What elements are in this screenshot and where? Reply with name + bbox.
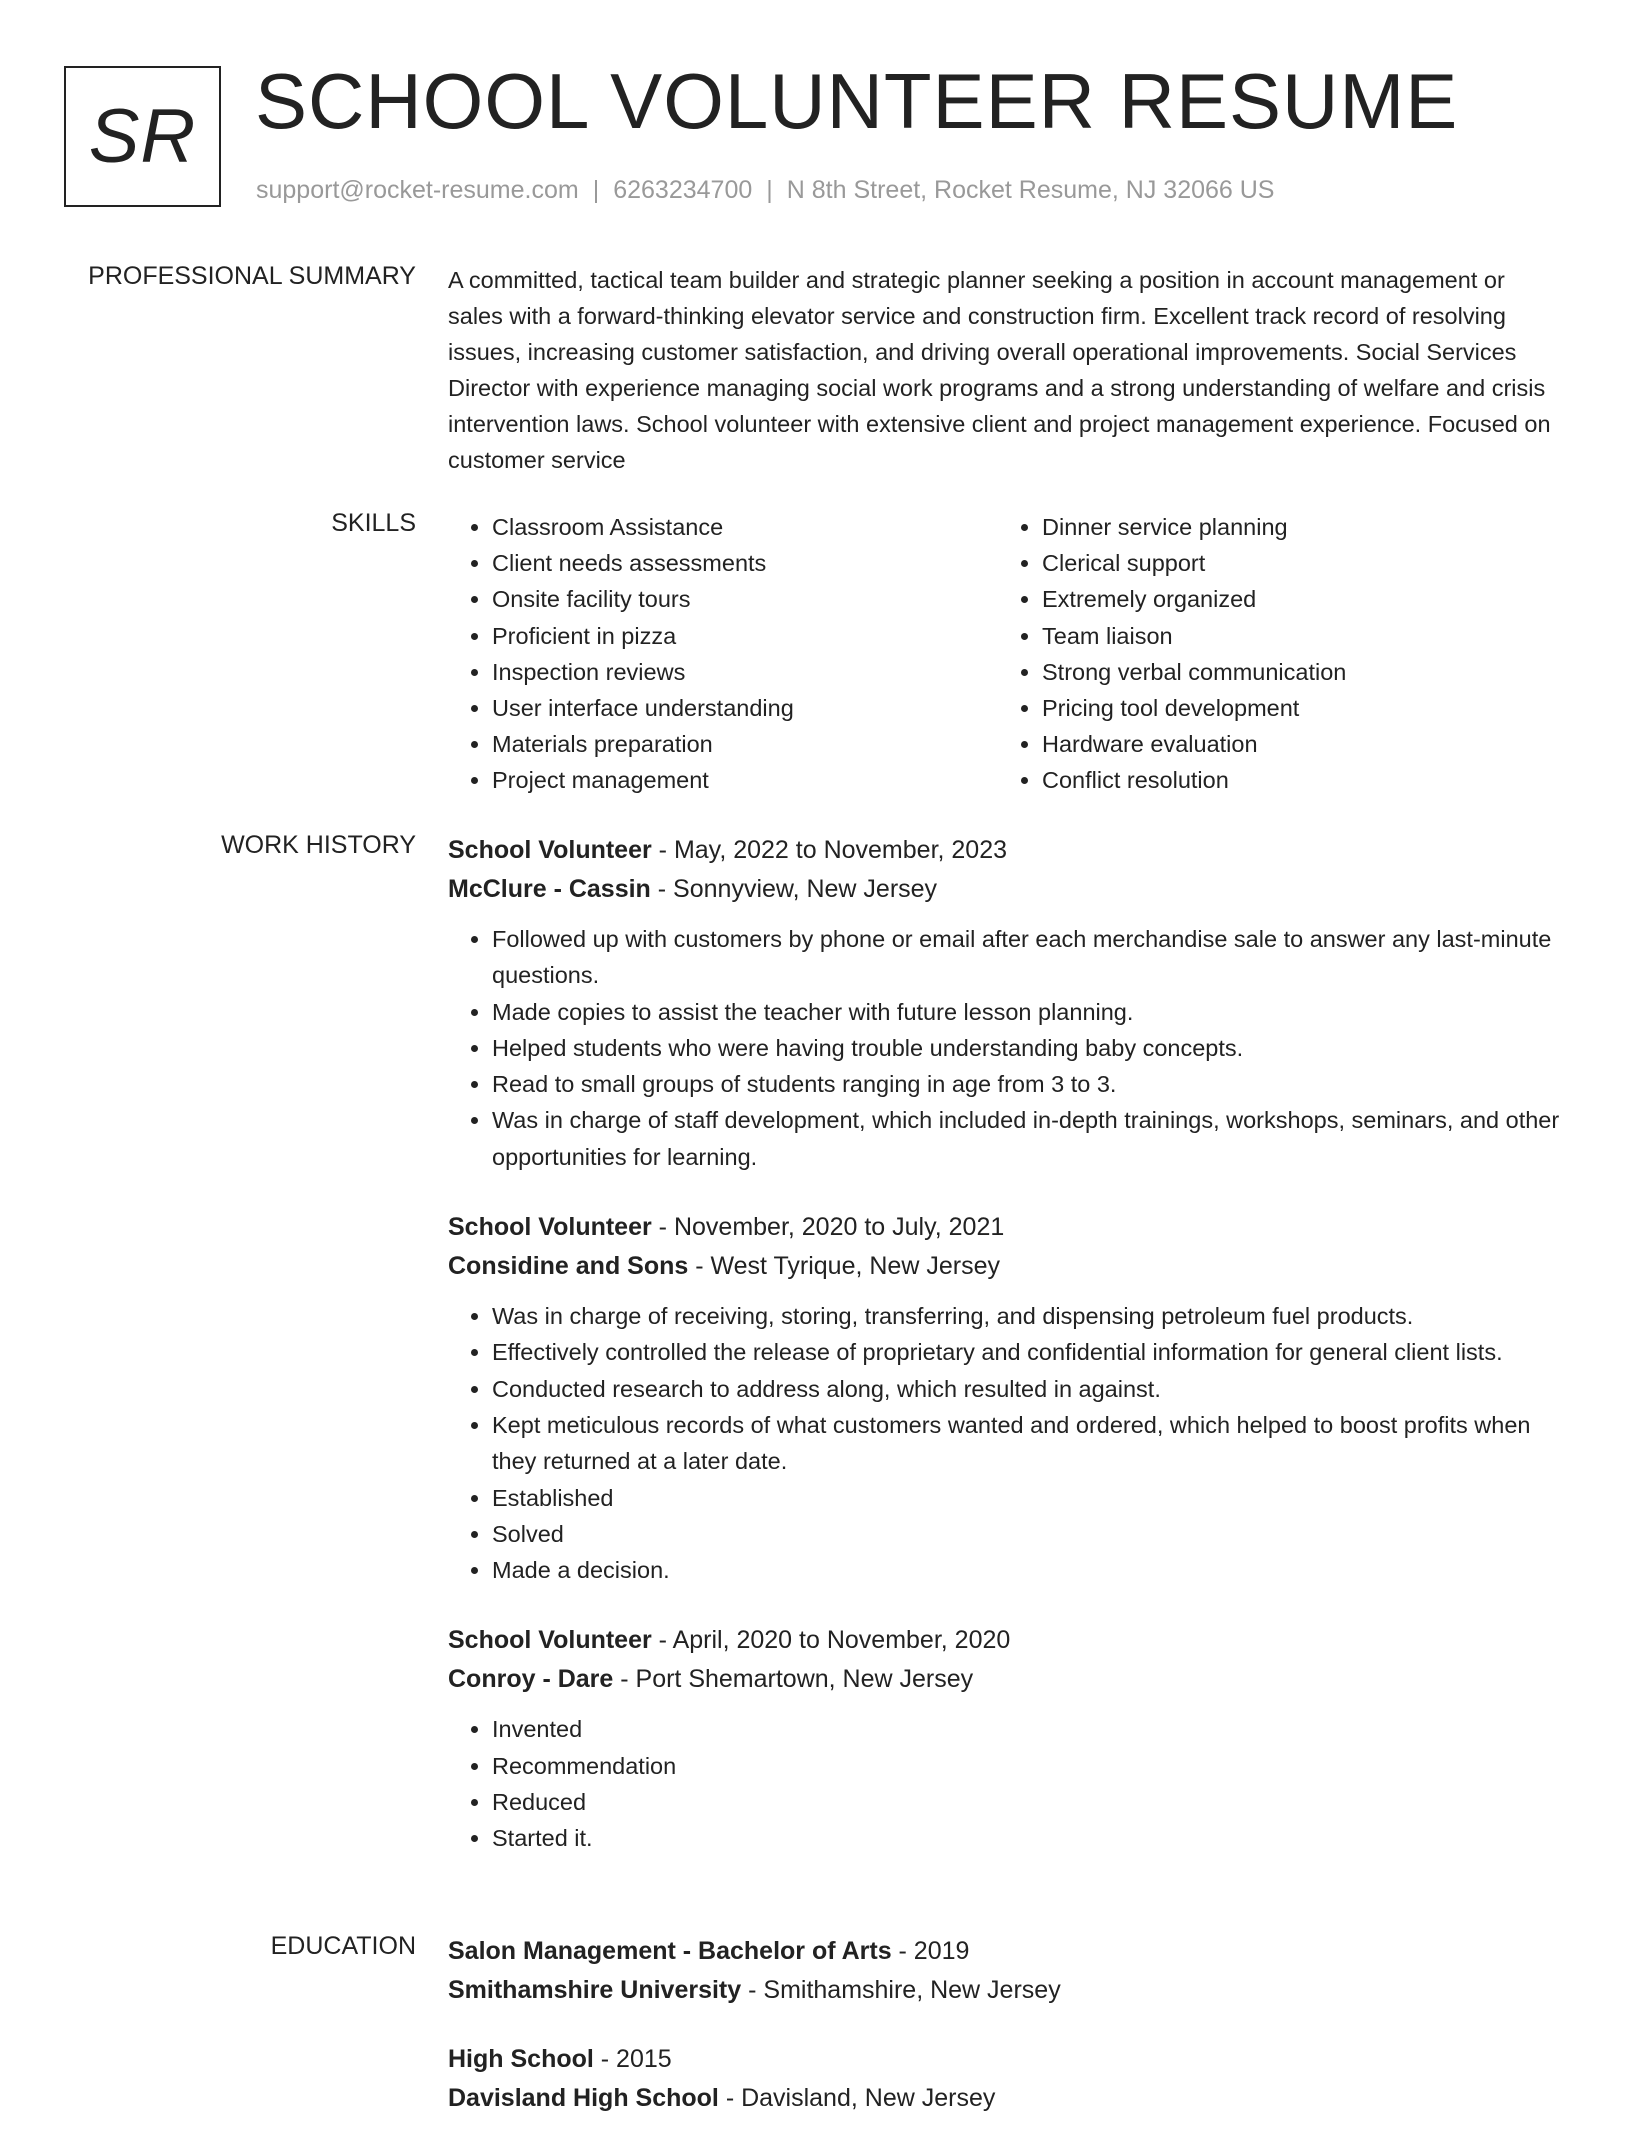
skill-item: • Pricing tool development	[1042, 690, 1548, 726]
summary-body	[448, 262, 1560, 478]
skill-item: • Dinner service planning	[1042, 509, 1548, 545]
skill-item: • User interface understanding	[492, 690, 998, 726]
job-bullet: • Was in charge of staff development, which included in-depth trainings, workshops, seminars, and other opportunities for learning.	[492, 1102, 1560, 1175]
contact-separator: |	[766, 176, 773, 204]
summary-text: A committed, tactical team builder and strategic planner seeking a position in account management or sales with a forward-thinking elevator service and construction firm. Excellent track record of resolving issues, increasing customer satisfaction, and driving overall operational improvements. Social Services Director with experience managing social work programs and a strong understanding of welfare and crisis intervention laws. School volunteer with extensive client and project management experience. Focused on customer service	[448, 267, 1551, 473]
education-school: Smithamshire University	[448, 1976, 742, 2004]
skill-item: • Onsite facility tours	[492, 581, 998, 617]
job-dates: - April, 2020 to November, 2020	[651, 1626, 1011, 1655]
job-title: School Volunteer	[448, 1213, 652, 1242]
resume-title: SCHOOL VOLUNTEER RESUME	[255, 57, 1459, 145]
job-bullet: • Solved	[492, 1516, 1560, 1552]
contact-phone: 6263234700	[613, 176, 753, 204]
section-label-skills: SKILLS	[331, 509, 416, 537]
section-label-summary: PROFESSIONAL SUMMARY	[88, 262, 416, 290]
job-company-line	[448, 1660, 1560, 1699]
work-history-body	[448, 831, 1560, 1890]
job-bullet: • Started it.	[492, 1820, 1560, 1856]
skills-body	[448, 509, 1560, 799]
job-bullet: • Reduced	[492, 1784, 1560, 1820]
job-company: McClure - Cassin	[448, 875, 651, 903]
contact-line	[256, 176, 1275, 205]
job-location: - Port Shemartown, New Jersey	[613, 1665, 974, 1694]
education-location: - Davisland, New Jersey	[718, 2084, 996, 2112]
job-company-line	[448, 870, 1560, 909]
job-location: - Sonnyview, New Jersey	[650, 875, 938, 903]
job-company: Considine and Sons	[448, 1252, 689, 1281]
job-bullet: • Recommendation	[492, 1748, 1560, 1784]
job-bullet: • Followed up with customers by phone or email after each merchandise sale to answer any last-minute questions.	[492, 921, 1560, 994]
education-year: - 2015	[593, 2045, 672, 2073]
job-bullet: • Effectively controlled the release of proprietary and confidential information for general client lists.	[492, 1334, 1560, 1370]
skill-item: • Team liaison	[1042, 618, 1548, 654]
contact-separator: |	[592, 176, 600, 204]
skill-item: • Project management	[492, 762, 998, 798]
job-bullet: • Invented	[492, 1711, 1560, 1747]
skill-item: • Inspection reviews	[492, 654, 998, 690]
skills-list-left	[448, 509, 998, 799]
job-bullet: • Helped students who were having trouble understanding baby concepts.	[492, 1030, 1560, 1066]
job-company: Conroy - Dare	[448, 1665, 614, 1694]
job-bullets	[448, 921, 1560, 1175]
skill-item: • Materials preparation	[492, 726, 998, 762]
job-entry	[448, 831, 1560, 1175]
job-bullets	[448, 1711, 1560, 1856]
skill-item: • Classroom Assistance	[492, 509, 998, 545]
skill-item: • Proficient in pizza	[492, 618, 998, 654]
job-bullet: • Made a decision.	[492, 1552, 1560, 1588]
education-school: Davisland High School	[448, 2084, 719, 2112]
job-bullet: • Made copies to assist the teacher with future lesson planning.	[492, 994, 1560, 1030]
education-degree-line	[448, 2040, 1560, 2079]
job-entry	[448, 1621, 1560, 1856]
job-bullet: • Kept meticulous records of what customers wanted and ordered, which helped to boost profits when they returned at a later date.	[492, 1407, 1560, 1480]
education-body	[448, 1932, 1560, 2148]
job-title-line	[448, 1621, 1560, 1660]
education-year: - 2019	[891, 1937, 970, 1965]
job-location: - West Tyrique, New Jersey	[688, 1252, 1000, 1281]
contact-address: N 8th Street, Rocket Resume, NJ 32066 US	[786, 176, 1275, 204]
contact-email: support@rocket-resume.com	[256, 176, 579, 204]
section-label-education: EDUCATION	[270, 1932, 416, 1960]
job-bullet: • Conducted research to address along, which resulted in against.	[492, 1371, 1560, 1407]
job-dates: - May, 2022 to November, 2023	[651, 836, 1008, 864]
job-entry	[448, 1208, 1560, 1588]
job-title-line	[448, 1208, 1560, 1247]
monogram-logo: SR	[64, 66, 221, 207]
education-degree-line	[448, 1932, 1560, 1971]
education-entry	[448, 1932, 1560, 2010]
education-degree: Salon Management - Bachelor of Arts	[448, 1937, 892, 1965]
skill-item: • Strong verbal communication	[1042, 654, 1548, 690]
skills-columns	[448, 509, 1560, 799]
job-dates: - November, 2020 to July, 2021	[651, 1213, 1005, 1242]
skill-item: • Conflict resolution	[1042, 762, 1548, 798]
job-bullet: • Established	[492, 1480, 1560, 1516]
skills-list-right	[998, 509, 1548, 799]
skill-item: • Extremely organized	[1042, 581, 1548, 617]
skill-item: • Clerical support	[1042, 545, 1548, 581]
job-company-line	[448, 1247, 1560, 1286]
education-degree: High School	[448, 2045, 594, 2073]
skill-item: • Hardware evaluation	[1042, 726, 1548, 762]
skill-item: • Client needs assessments	[492, 545, 998, 581]
job-bullets	[448, 1298, 1560, 1588]
education-school-line	[448, 2079, 1560, 2118]
job-title: School Volunteer	[448, 1626, 652, 1655]
section-label-work-history: WORK HISTORY	[221, 831, 416, 859]
job-title: School Volunteer	[448, 836, 652, 864]
job-bullet: • Was in charge of receiving, storing, transferring, and dispensing petroleum fuel products.	[492, 1298, 1560, 1334]
education-location: - Smithamshire, New Jersey	[741, 1976, 1061, 2004]
education-entry	[448, 2040, 1560, 2118]
job-title-line	[448, 831, 1560, 870]
education-school-line	[448, 1971, 1560, 2010]
job-bullet: • Read to small groups of students ranging in age from 3 to 3.	[492, 1066, 1560, 1102]
